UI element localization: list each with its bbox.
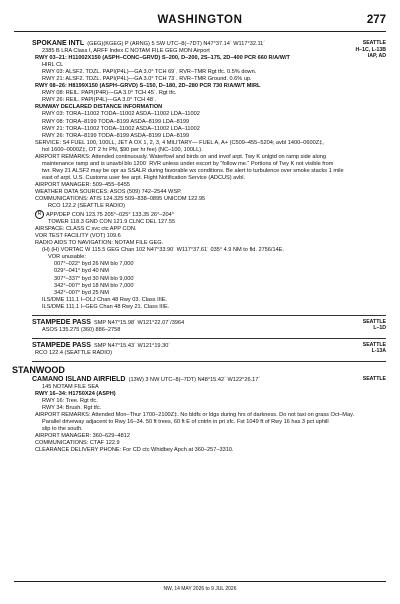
airport-name: CAMANO ISLAND AIRFIELD: [32, 375, 126, 383]
radar-r-icon: R: [35, 210, 44, 219]
airport-remarks: east of arpt. U.S. Customs user fee arpt. Flight Notification Service (ADCUS) avbl.: [42, 174, 246, 181]
runway-end-line: RWY 21: ALSF2. TDZL. PAPI(P4L)—GA 3.0° TCH 73´. RVR–TMR Ground. 0.6% up.: [42, 76, 252, 83]
camano-region-labels: [363, 376, 386, 383]
declared-distance-row: RWY 21: TORA–11002 TODA–11002 ASDA–11002 LDA–11002: [42, 125, 200, 132]
camano-region: SEATTLE: [362, 375, 386, 382]
airport-name: SPOKANE INTL: [32, 40, 85, 47]
runway-end-line: RWY 08: REIL. PAPI(P4R)—GA 3.0° TCH 45´. Rgt tfc.: [42, 90, 177, 97]
airport-entry-spokane: [32, 40, 386, 311]
stampede-chart-refs: L–1D: [373, 325, 386, 332]
airport-entry-stampede-pass: [32, 319, 386, 334]
airport-manager: AIRPORT MANAGER: 360–629–4812: [35, 433, 130, 440]
airport-remarks: AIRPORT REMARKS: Attended Mon–Thur 1700–2100Z‡. No bldfs or ldgs during hrs of darkness. Do not taxi on grass Oct–May.: [35, 412, 355, 419]
runway-line: RWY 03–21: H11002X150 (ASPH–CONC–GRVD) S–200, D–200, 2S–175, 2D–400 PCR 660 R/A/W/T: [35, 55, 290, 62]
airport-name: STAMPEDE PASS: [32, 318, 91, 326]
ils-line: ILS/DME 111.1 I–GEG Chan 48 Rwy 21. Class IIIE.: [42, 303, 170, 310]
runway-line: RWY 16–34: H1750X24 (ASPH): [35, 391, 116, 398]
runway-end-line: RWY 26: REIL. PAPI(P4L)—GA 3.0° TCH 48´.: [42, 97, 157, 104]
stampede-region: SEATTLE: [362, 318, 386, 325]
vortac-line: (H) (H) VORTAC W 115.5 GEG Chan 102 N47°33.90´ W117°37.61´ 035° 4.9 NM to fld. 2756/14E.: [42, 247, 284, 254]
airport-info-line: (GEG)(KGEG) P (ARNG) 5 SW UTC–8(–7DT) N47°37.14´ W117°32.11´: [87, 41, 266, 47]
page-number: 277: [366, 14, 386, 26]
vor-unusable-sector: 307°–337° byd 30 NM blo 9,000´: [54, 275, 136, 282]
spokane-region: SEATTLE: [362, 40, 386, 46]
page-body: [12, 40, 386, 454]
tower-ground-clnc: TOWER 118.3 GND CON 121.9 CLNC DEL 127.55: [48, 219, 176, 226]
clearance-delivery: CLEARANCE DELIVERY PHONE: For CD ctc Whidbey Apch at 360–257–3310.: [35, 447, 234, 454]
airport-info-line: 2385 B LRA Class I, ARFF Index C NOTAM FILE GEG MON Airport: [42, 48, 210, 55]
airspace-line: AIRSPACE: CLASS C svc ctc APP CON.: [35, 226, 137, 233]
spokane-chart-refs: H–1C, L‑13B: [355, 46, 386, 53]
runway-end-line: RWY 03: ALSF2. TDZL. PAPI(P4L)—GA 3.0° TCH 69´. RVR–TMR Rgt tfc. 0.5% down.: [42, 69, 257, 76]
footer-rule: [14, 581, 386, 582]
airport-remarks: maintenance ramp and is unavbl blo 1200´ RVR unless under escort by “follow me.” Portions of Twy K not visible from: [42, 160, 334, 167]
section-divider: [32, 315, 386, 316]
app-dep-con: APP/DEP CON 123.75 205°–025° 133.35 26°–204°: [46, 212, 174, 219]
airport-entry-stampede-pass-rco: [32, 342, 386, 357]
airport-name: STAMPEDE PASS: [32, 341, 91, 349]
runway-lighting: HIRL CL: [42, 62, 64, 69]
vor-unusable-sector: 342°–007° byd 25 NM: [54, 289, 109, 296]
state-title: WASHINGTON: [157, 14, 243, 26]
runway-line: RWY 08–26: H8199X150 (ASPH–GRVD) S–150, D–180, 2D–280 PCR 730 R/A/W/T MIRL: [35, 83, 261, 90]
spokane-procedure-refs: IAP, AD: [367, 53, 386, 60]
declared-distance-row: RWY 03: TORA–11002 TODA–11002 ASDA–11002 LDA–11002: [42, 111, 200, 118]
declared-distance-title: RUNWAY DECLARED DISTANCE INFORMATION: [35, 104, 163, 111]
city-heading: STANWOOD: [12, 364, 65, 375]
rco-frequency: RCO 122.2 (SEATTLE RADIO): [48, 203, 125, 210]
stampede-rco-region-labels: [363, 342, 386, 355]
navaids-title: RADIO AIDS TO NAVIGATION: NOTAM FILE GEG.: [35, 240, 164, 247]
airport-info-line: 145 NOTAM FILE SEA: [42, 384, 99, 390]
airport-remarks: AIRPORT REMARKS: Attended continuously. Waterfowl and birds on and invof arpt. Twy K unlgtd on ramp side along: [35, 153, 327, 160]
page-footer: NW, 14 MAY 2026 to 9 JUL 2026: [163, 586, 237, 592]
service-line: SERVICE: S4 FUEL 100, 100LL, JET A OX 1, 2, 3, 4 MILITARY— FUEL A, A+ (C509–455–5204; avbl 1400–0600Z‡,: [35, 139, 324, 146]
vor-unusable-sector: 007°–022° byd 26 NM blo 7,000´: [54, 261, 136, 268]
vor-unusable-sector: 342°–007° byd 18 NM blo 7,000´: [54, 282, 136, 289]
declared-distance-row: RWY 26: TORA–8199 TODA–8199 ASDA–8199 LDA–8199: [42, 132, 190, 139]
stampede-rco-region: SEATTLE: [362, 341, 386, 348]
ils-line: ILS/DME 111.1 I–OLJ Chan 48 Rwy 03. Class IIIE.: [42, 296, 168, 303]
stampede-rco-chart-refs: L‑13A: [371, 348, 386, 355]
communications: COMMUNICATIONS: CTAF 122.9: [35, 440, 120, 447]
section-divider: [32, 338, 386, 339]
airport-remarks: slip to the south.: [42, 426, 83, 433]
communications: COMMUNICATIONS: ATIS 124.325 509–838–0895 UNICOM 122.95: [35, 196, 206, 203]
vor-unusable-title: VOR unusable:: [48, 254, 86, 261]
airport-info-line: SMP N47°15.98´ W121°22.07´/3964: [93, 319, 185, 326]
airport-info-line: SMP N47°15.43´ W121°19.30´: [93, 342, 171, 349]
section-divider: [32, 361, 386, 362]
airport-info-line: (13W) 3 NW UTC–8(–7DT) N48°15.42´ W122°26.17´: [128, 376, 261, 383]
declared-distance-row: RWY 08: TORA–8199 TODA–8199 ASDA–8199 LDA–8199: [42, 118, 190, 125]
vor-unusable-sector: 029°–041° byd 40 NM: [54, 268, 109, 275]
weather-sources: WEATHER DATA SOURCES: ASOS (509) 742–2544 WSP.: [35, 188, 182, 195]
service-line: hol 1600–0000Z‡, OT 2 hr PN, $90 per hr fee) (NC–100, 100LL).: [42, 146, 203, 153]
airport-remarks: Parallel driveway adjacent to Rwy 16–34. 50 ft trees, 60 ft E of cntrln in pri sfc. Fst 1049 ft of Rwy 16 has 3 pct uphill: [42, 419, 329, 426]
header-rule: [14, 31, 386, 32]
asos-line: ASOS 135.275 (360) 886–2758: [42, 326, 121, 333]
airport-remarks: twr. Rwy 21 ALSF2 may be opr as SSALR during favorable wx conditions. Be alert to turbulence over smoke stacks 1 mile: [42, 167, 344, 174]
spokane-region-labels: [355, 40, 386, 60]
page-header: [0, 14, 400, 30]
rco-line: RCO 122.4 (SEATTLE RADIO): [35, 349, 112, 356]
airport-entry-camano-island: [32, 376, 386, 455]
runway-end-line: RWY 34: Brush. Rgt tfc.: [42, 405, 102, 412]
vot-line: VOR TEST FACILITY (VOT) 109.6: [35, 233, 121, 240]
stampede-region-labels: [363, 319, 386, 332]
airport-manager: AIRPORT MANAGER: 509–455–6455: [35, 181, 130, 188]
runway-end-line: RWY 16: Tree. Rgt tfc.: [42, 398, 98, 405]
